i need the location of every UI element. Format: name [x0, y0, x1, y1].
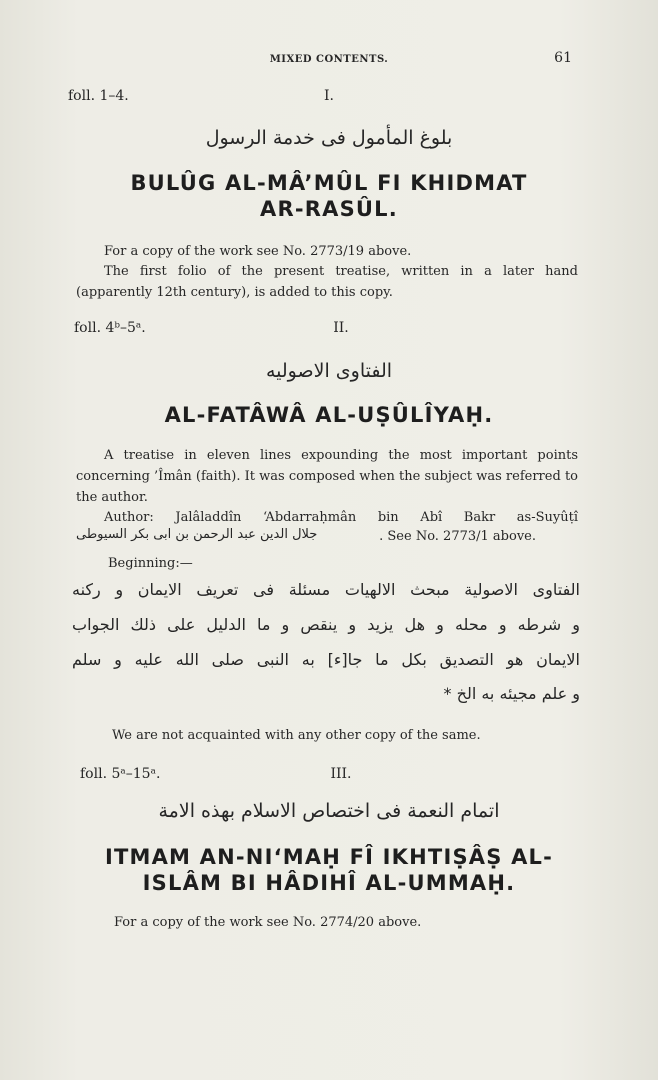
section-2-beginning-label: Beginning:—	[108, 556, 193, 571]
section-2-author-ref: . See No. 2773/1 above.	[379, 529, 536, 544]
section-1-arabic-title: بلوغ المأمول فى خدمة الرسول	[205, 127, 453, 149]
section-2-author-arabic: جلال الدين عبد الرحمن بن ابى بكر السيوطى	[76, 527, 318, 542]
section-2-arabic-title: الفتاوى الاصوليه	[265, 360, 393, 382]
running-head: MIXED CONTENTS.	[269, 54, 389, 65]
section-2-author: Author: Jalâladdîn ‘Abdarraḥmân bin Abî Bakr as-Suyûṭî	[104, 510, 578, 525]
section-3-folio: foll. 5ᵃ–15ᵃ.	[80, 766, 161, 782]
page-header	[0, 50, 658, 70]
section-2-folio: foll. 4ᵇ–5ᵃ.	[74, 320, 146, 336]
section-3-paragraph-1: For a copy of the work see No. 2774/20 above.	[114, 915, 422, 930]
section-1-title-line-1: BULÛG AL-MÂ’MÛL FI KHIDMAT	[130, 171, 528, 195]
section-2-note: We are not acquainted with any other copy of the same.	[112, 728, 481, 743]
page-number: 61	[554, 50, 572, 66]
section-1-paragraph-2: The first folio of the present treatise, written in a later hand (apparently 12th century), is added to this copy.	[76, 264, 578, 300]
section-2-beginning-line-3: الايمان هو التصديق بكل ما جا[ء] به النبى صلى الله عليه و سلم	[72, 650, 580, 669]
section-1-folio: foll. 1–4.	[68, 88, 129, 104]
section-1-paragraph-1: For a copy of the work see No. 2773/19 above.	[104, 244, 412, 259]
section-2-paragraph-1: A treatise in eleven lines expounding the most important points concerning ’Îmân (faith). It was composed when the subject was referred to the author.	[76, 448, 578, 505]
section-2-title: AL-FATÂWÂ AL-UṢÛLÎYAḤ.	[164, 403, 494, 427]
section-2-author-arabic-line	[76, 527, 578, 549]
section-3-arabic-title: اتمام النعمة فى اختصاص الاسلام بهذه الامة	[158, 800, 500, 822]
section-1-heading	[0, 88, 658, 108]
section-2-beginning-line-1: الفتاوى الاصولية مبحث الالهيات مسئلة فى تعريف الايمان و ركنه	[72, 580, 580, 599]
section-1-numeral: I.	[324, 88, 334, 104]
section-3-title-line-2: ISLÂM BI HÂDIHÎ AL-UMMAḤ.	[142, 871, 516, 895]
section-2-heading	[0, 320, 658, 340]
section-3-title-line-1: ITMAM AN-NI‘MAḤ FÎ IKHTIṢÂṢ AL-	[104, 845, 554, 869]
section-2-beginning-line-2: و شرطه و محله و هل يزيد و ينقص و ما الدليل على ذلك الجواب	[72, 615, 580, 634]
section-1-title-line-2: AR-RASÛL.	[260, 197, 398, 221]
section-3-numeral: III.	[330, 766, 352, 782]
section-2-beginning-line-4: و علم مجيئه به الخ *	[443, 684, 580, 703]
section-2-numeral: II.	[333, 320, 349, 336]
section-3-heading	[0, 766, 658, 786]
